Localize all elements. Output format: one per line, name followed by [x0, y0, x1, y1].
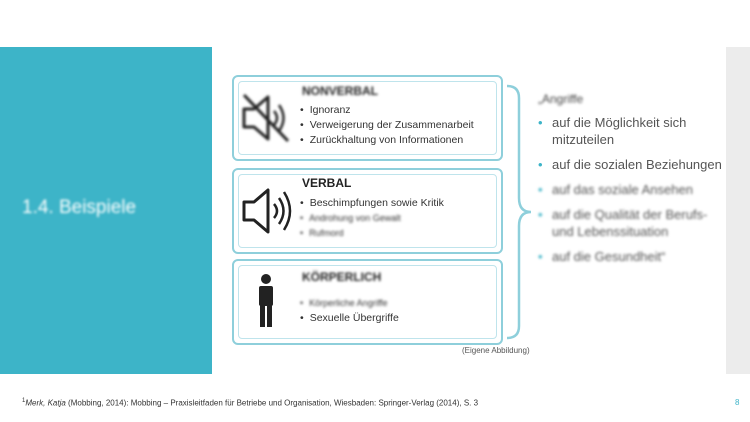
koerperlich-box	[232, 259, 503, 345]
box-list	[300, 103, 474, 148]
list-item: • Zurückhaltung von Informationen	[300, 133, 474, 148]
footnote-marker: 1	[22, 398, 26, 404]
verbal-box	[232, 168, 503, 254]
box-list	[300, 296, 399, 326]
list-item: • auf die Möglichkeit sich mitzuteilen	[538, 114, 724, 148]
section-title: 1.4. Beispiele	[22, 197, 137, 218]
list-item: • Verweigerung der Zusammenarbeit	[300, 118, 474, 133]
curly-brace	[505, 84, 533, 340]
box-heading: NONVERBAL	[302, 84, 379, 98]
list-item: • Rufmord	[300, 226, 444, 241]
box-list	[300, 196, 444, 241]
list-item: • Beschimpfungen sowie Kritik	[300, 196, 444, 211]
box-heading: VERBAL	[302, 176, 352, 190]
right-strip	[726, 47, 750, 374]
person-icon	[256, 273, 276, 329]
list-item: • Sexuelle Übergriffe	[300, 311, 399, 326]
box-heading: KÖRPERLICH	[302, 270, 382, 284]
footnote-author: Merk, Katja	[25, 398, 66, 408]
list-item: • Ignoranz	[300, 103, 474, 118]
footnote	[22, 398, 478, 408]
list-item: • Körperliche Angriffe	[300, 296, 399, 311]
page-number: 8	[735, 398, 740, 407]
slide-top-margin	[0, 0, 750, 47]
list-item: • Androhung von Gewalt	[300, 211, 444, 226]
list-item: • auf das soziale Ansehen	[538, 181, 724, 198]
figure-caption: (Eigene Abbildung)	[462, 346, 530, 355]
speaker-muted-icon	[240, 91, 292, 145]
speaker-icon	[240, 184, 292, 238]
attacks-list	[538, 92, 724, 273]
list-item: • auf die sozialen Beziehungen	[538, 156, 724, 173]
list-item: • auf die Gesundheit“	[538, 248, 724, 265]
list-item: • auf die Qualität der Berufs- und Lebenssituation	[538, 206, 724, 240]
footnote-text: (Mobbing, 2014): Mobbing – Praxisleitfaden für Betriebe und Organisation, Wiesbaden: Springer-Verlag (2014), S. 3	[65, 398, 479, 408]
attacks-heading: „Angriffe	[538, 92, 584, 106]
nonverbal-box	[232, 75, 503, 161]
